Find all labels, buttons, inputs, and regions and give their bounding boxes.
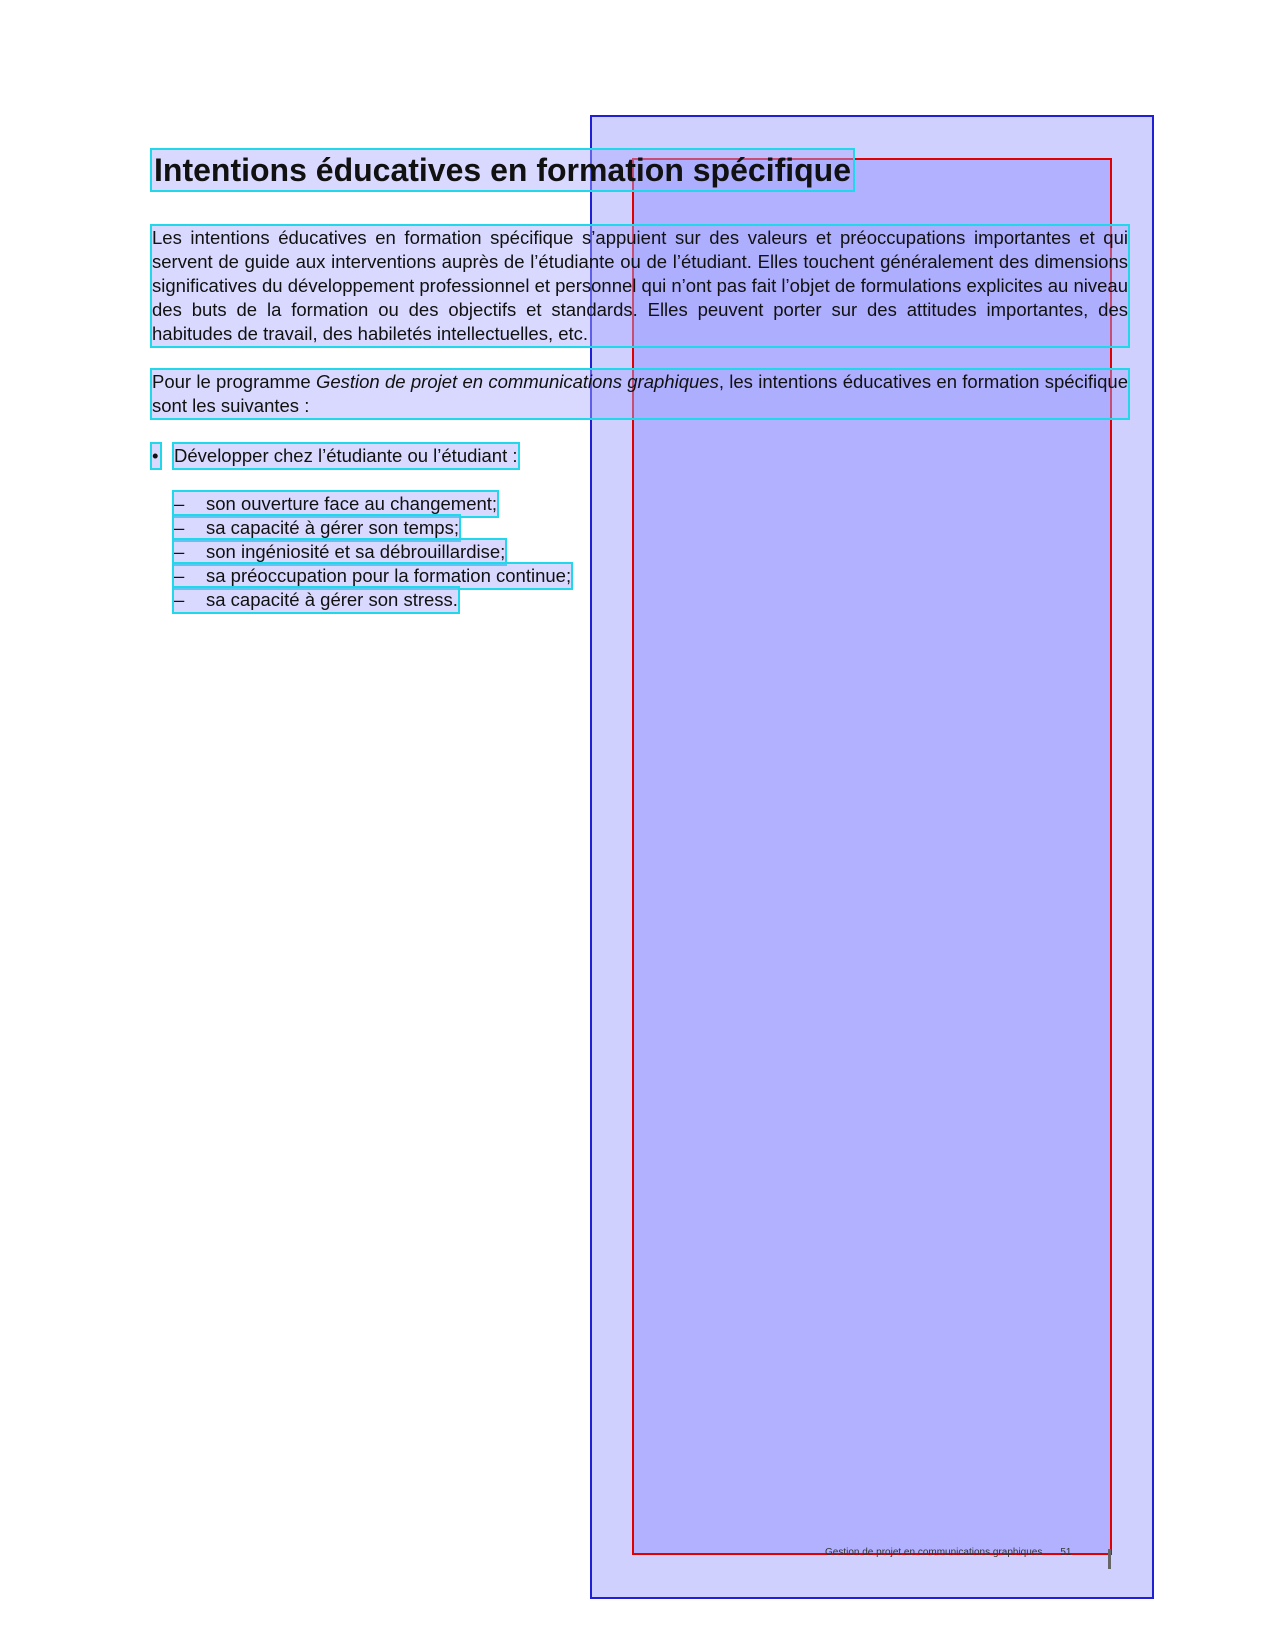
page-number: 51 [1060,1547,1072,1558]
intro-paragraph: Les intentions éducatives en formation spécifique s’appuient sur des valeurs et préoccupations importantes et qui servent de guide aux interventions auprès de l’étudiante ou de l’étudiant. Elles touchent généralement des dimensions significatives du développement professionnel et personnel qui n’ont pas fait l’objet de formulations explicites au niveau des buts de la formation ou des objectifs et standards. Elles peuvent porter sur des attitudes importantes, des habitudes de travail, des habiletés intellectuelles, etc. [152,227,1128,344]
footer-text: Gestion de projet en communications graphiques [825,1547,1043,1558]
list-item-text: son ingéniosité et sa débrouillardise; [206,541,506,562]
program-paragraph-prefix: Pour le programme [152,371,316,392]
list-item [174,588,458,612]
bullet-dot: • [152,445,159,466]
dash-marker: – [174,517,185,538]
dash-marker: – [174,541,185,562]
list-item-text: sa préoccupation pour la formation continue; [206,565,572,586]
program-paragraph [152,370,1128,418]
bullet-text: Développer chez l’étudiante ou l’étudiant : [174,445,518,466]
dash-marker: – [174,589,185,610]
page-footer [825,1547,1071,1558]
dash-marker: – [174,565,185,586]
list-item-text: sa capacité à gérer son temps; [206,517,459,538]
list-item [174,516,459,540]
list-item-text: son ouverture face au changement; [206,493,498,514]
list-item [174,540,505,564]
program-paragraph-suffix: , les intentions éducatives en formation spécifique sont les suivantes : [152,371,1129,416]
dash-marker: – [174,493,185,514]
document-body [152,150,1128,612]
page-marker [1108,1549,1111,1569]
list-item [174,492,497,516]
program-name: Gestion de projet en communications graphiques [315,371,719,392]
page-title: Intentions éducatives en formation spécifique [154,152,852,188]
list-item [174,564,571,588]
bullet-item [152,444,1128,468]
list-item-text: sa capacité à gérer son stress. [206,589,458,610]
intentions-list [174,492,1128,612]
